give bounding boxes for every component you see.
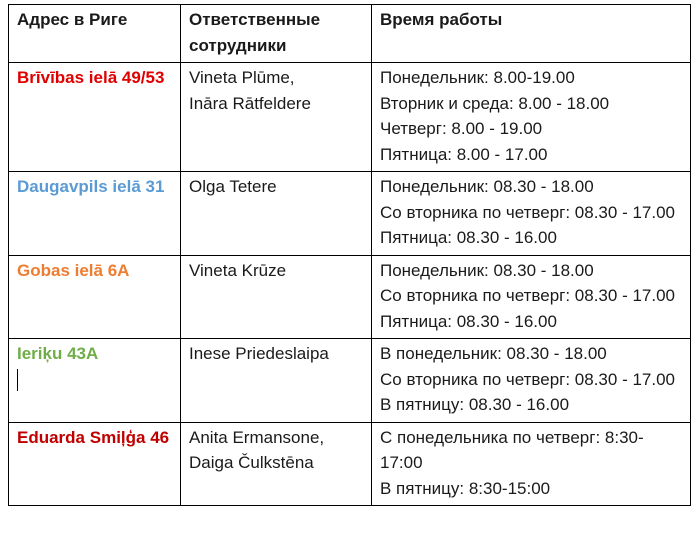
hours-line: Пятница: 8.00 - 17.00 bbox=[380, 144, 548, 164]
table-row bbox=[9, 255, 691, 339]
hours-line: Понедельник: 08.30 - 18.00 bbox=[380, 260, 594, 280]
hours-line: В пятницу: 8:30-15:00 bbox=[380, 478, 551, 498]
staff-cell bbox=[181, 172, 372, 256]
hours-line: Пятница: 08.30 - 16.00 bbox=[380, 311, 557, 331]
address-text: Gobas ielā 6A bbox=[17, 260, 130, 280]
staff-cell bbox=[181, 63, 372, 172]
header-address: Адрес в Риге bbox=[9, 5, 181, 63]
address-cell bbox=[9, 172, 181, 256]
hours-line: Со вторника по четверг: 08.30 - 17.00 bbox=[380, 286, 675, 305]
hours-cell bbox=[372, 255, 691, 339]
staff-cell bbox=[181, 422, 372, 506]
table-row bbox=[9, 422, 691, 506]
hours-line: С понедельника по четверг: 8:30-17:00 bbox=[380, 427, 644, 472]
hours-cell bbox=[372, 339, 691, 423]
address-text: Ieriķu 43A bbox=[17, 344, 99, 363]
address-cell bbox=[9, 339, 181, 423]
staff-name: Ināra Rātfeldere bbox=[189, 93, 311, 113]
staff-cell bbox=[181, 255, 372, 339]
hours-line: Пятница: 08.30 - 16.00 bbox=[380, 228, 557, 247]
text-cursor bbox=[17, 367, 172, 399]
hours-line: В пятницу: 08.30 - 16.00 bbox=[380, 395, 570, 414]
office-hours-table bbox=[8, 4, 691, 506]
hours-line: Со вторника по четверг: 08.30 - 17.00 bbox=[380, 202, 675, 222]
address-text: Eduarda Smiļģa 46 bbox=[17, 427, 170, 447]
hours-line: В понедельник: 08.30 - 18.00 bbox=[380, 344, 607, 363]
staff-name: Inese Priedeslaipa bbox=[189, 344, 329, 363]
address-cell bbox=[9, 255, 181, 339]
staff-cell bbox=[181, 339, 372, 423]
staff-name: Vineta Plūme, bbox=[189, 68, 295, 87]
hours-line: Со вторника по четверг: 08.30 - 17.00 bbox=[380, 369, 675, 389]
hours-cell bbox=[372, 172, 691, 256]
hours-line: Четверг: 8.00 - 19.00 bbox=[380, 119, 543, 138]
staff-name: Daiga Čulkstēna bbox=[189, 453, 314, 472]
header-row bbox=[9, 5, 691, 63]
address-text: Daugavpils ielā 31 bbox=[17, 177, 165, 196]
address-cell bbox=[9, 422, 181, 506]
hours-line: Понедельник: 8.00-19.00 bbox=[380, 68, 575, 87]
address-cell bbox=[9, 63, 181, 172]
hours-line: Вторник и среда: 8.00 - 18.00 bbox=[380, 93, 610, 113]
header-hours: Время работы bbox=[372, 5, 691, 63]
staff-name: Vineta Krūze bbox=[189, 260, 287, 280]
hours-line: Понедельник: 08.30 - 18.00 bbox=[380, 177, 594, 196]
table-row bbox=[9, 339, 691, 423]
table-row bbox=[9, 63, 691, 172]
hours-cell bbox=[372, 63, 691, 172]
header-staff: Ответственные сотрудники bbox=[181, 5, 372, 63]
staff-name: Olga Tetere bbox=[189, 177, 277, 196]
hours-cell bbox=[372, 422, 691, 506]
staff-name: Anita Ermansone, bbox=[189, 427, 325, 447]
table-row bbox=[9, 172, 691, 256]
address-text: Brīvības ielā 49/53 bbox=[17, 68, 165, 87]
